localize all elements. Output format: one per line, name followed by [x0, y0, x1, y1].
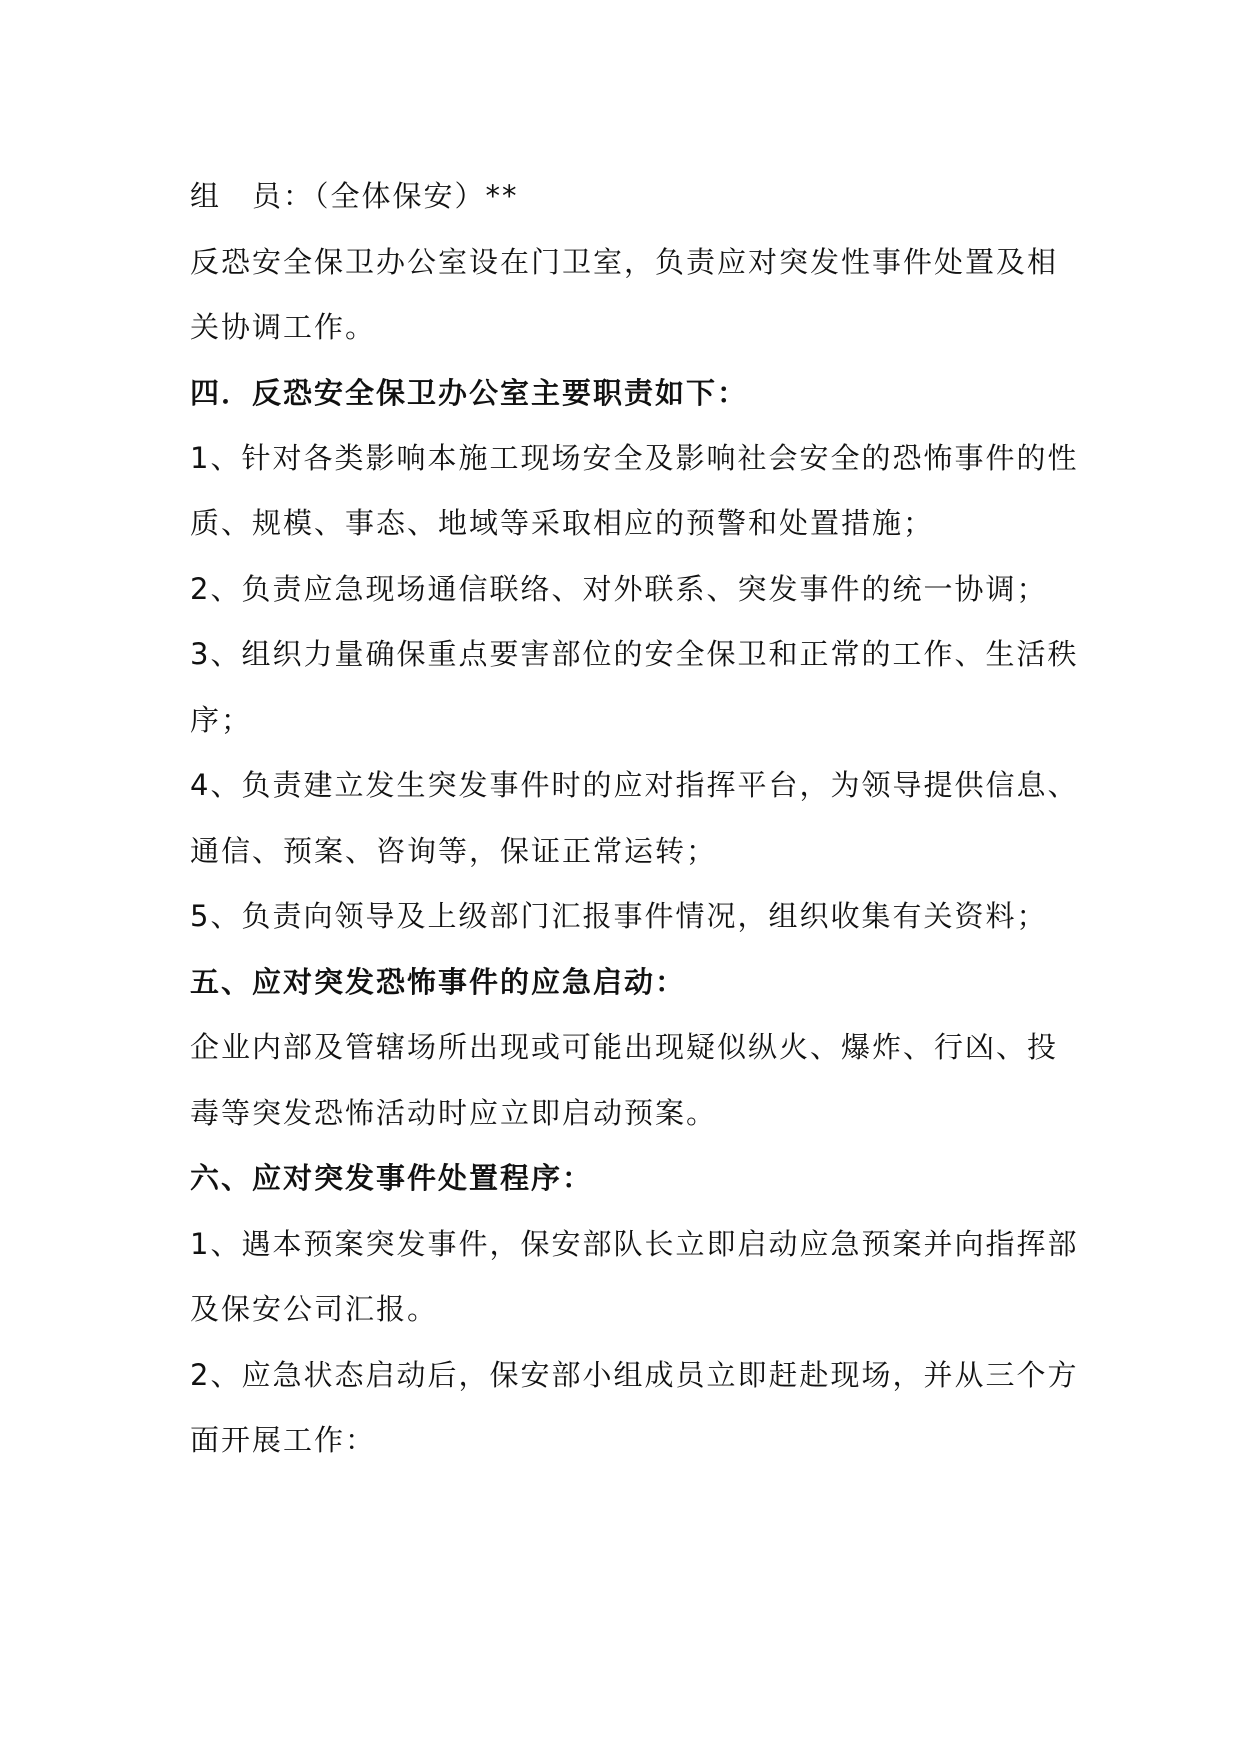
paragraph-line: 企业内部及管辖场所出现或可能出现疑似纵火、爆炸、行凶、投 [190, 1030, 1059, 1064]
paragraph-line: 毒等突发恐怖活动时应立即启动预案。 [190, 1096, 718, 1130]
section-heading-5: 五、应对突发恐怖事件的应急启动： [190, 965, 687, 999]
list-item-line: 4、负责建立发生突发事件时的应对指挥平台，为领导提供信息、 [190, 768, 1079, 802]
list-item-line: 面开展工作： [190, 1423, 377, 1457]
list-item-line: 5、负责向领导及上级部门汇报事件情况，组织收集有关资料； [190, 899, 1048, 933]
section-heading-6: 六、应对突发事件处置程序： [190, 1161, 594, 1195]
list-item-line: 2、负责应急现场通信联络、对外联系、突发事件的统一协调； [190, 572, 1048, 606]
list-item-line: 及保安公司汇报。 [190, 1292, 439, 1326]
list-item-line: 通信、预案、咨询等，保证正常运转； [190, 834, 718, 868]
list-item-line: 3、组织力量确保重点要害部位的安全保卫和正常的工作、生活秩 [190, 637, 1079, 671]
paragraph-line: 反恐安全保卫办公室设在门卫室，负责应对突发性事件处置及相 [190, 245, 1059, 279]
paragraph-line: 关协调工作。 [190, 310, 377, 344]
list-item-line: 质、规模、事态、地域等采取相应的预警和处置措施； [190, 506, 935, 540]
list-item-line: 序； [190, 703, 253, 737]
section-heading-4: 四．反恐安全保卫办公室主要职责如下： [190, 376, 749, 410]
team-members-line: 组 员：（全体保安）** [190, 179, 519, 213]
list-item-line: 2、应急状态启动后，保安部小组成员立即赶赴现场，并从三个方 [190, 1358, 1079, 1392]
list-item-line: 1、遇本预案突发事件，保安部队长立即启动应急预案并向指挥部 [190, 1227, 1079, 1261]
list-item-line: 1、针对各类影响本施工现场安全及影响社会安全的恐怖事件的性 [190, 441, 1079, 475]
